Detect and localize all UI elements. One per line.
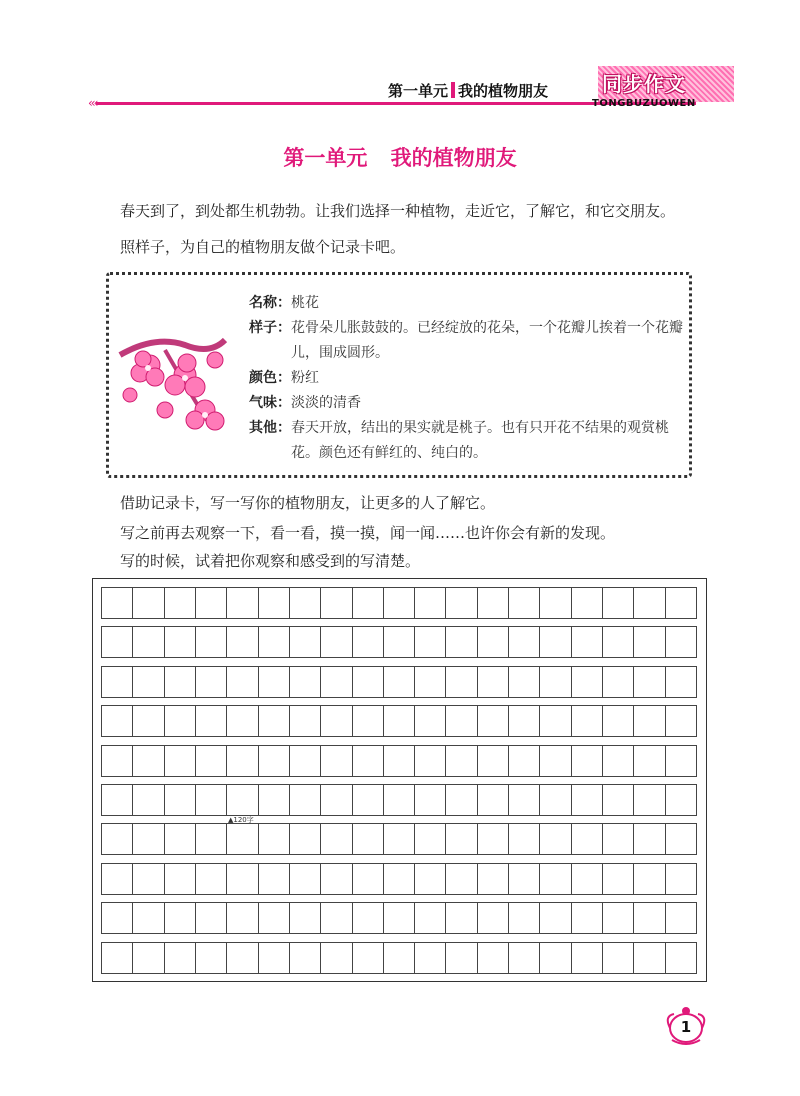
grid-cell[interactable] [666, 903, 696, 933]
grid-cell[interactable] [415, 903, 446, 933]
card-label: 名称： [249, 295, 291, 311]
grid-cell[interactable] [509, 627, 540, 657]
grid-cell[interactable] [446, 943, 477, 973]
grid-cell[interactable] [509, 746, 540, 776]
grid-cell[interactable] [384, 706, 415, 736]
grid-cell[interactable] [196, 785, 227, 815]
grid-cell[interactable] [290, 864, 321, 894]
grid-cell[interactable] [102, 824, 133, 854]
grid-cell[interactable] [415, 706, 446, 736]
grid-cell[interactable] [102, 864, 133, 894]
grid-cell[interactable] [384, 667, 415, 697]
grid-cell[interactable] [102, 746, 133, 776]
grid-cell[interactable] [478, 627, 509, 657]
grid-cell[interactable] [634, 785, 665, 815]
page-number: 1 [680, 1018, 692, 1036]
grid-cell[interactable] [353, 627, 384, 657]
grid-cell[interactable] [384, 588, 415, 618]
grid-cell[interactable] [102, 627, 133, 657]
grid-cell[interactable] [133, 864, 164, 894]
grid-cell[interactable] [102, 706, 133, 736]
grid-cell[interactable] [227, 588, 258, 618]
grid-row [101, 902, 697, 934]
grid-cell[interactable] [165, 746, 196, 776]
grid-cell[interactable] [415, 824, 446, 854]
grid-cell[interactable] [227, 903, 258, 933]
grid-cell[interactable] [259, 785, 290, 815]
grid-cell[interactable] [196, 903, 227, 933]
grid-cell[interactable] [509, 667, 540, 697]
grid-cell[interactable] [353, 588, 384, 618]
grid-cell[interactable] [165, 903, 196, 933]
grid-cell[interactable] [353, 824, 384, 854]
grid-cell[interactable] [415, 667, 446, 697]
grid-cell[interactable] [227, 824, 258, 854]
grid-cell[interactable] [540, 785, 571, 815]
grid-cell[interactable] [259, 588, 290, 618]
grid-cell[interactable] [603, 903, 634, 933]
grid-cell[interactable] [321, 706, 352, 736]
grid-cell[interactable] [165, 588, 196, 618]
grid-row [101, 863, 697, 895]
grid-cell[interactable] [478, 824, 509, 854]
grid-cell[interactable] [384, 824, 415, 854]
grid-cell[interactable] [603, 943, 634, 973]
grid-cell[interactable] [540, 824, 571, 854]
instruction-line-3: 写的时候，试着把你观察和感受到的写清楚。 [120, 552, 421, 570]
grid-cell[interactable] [509, 824, 540, 854]
grid-cell[interactable] [227, 943, 258, 973]
grid-cell[interactable] [540, 903, 571, 933]
grid-cell[interactable] [133, 824, 164, 854]
grid-cell[interactable] [290, 588, 321, 618]
grid-cell[interactable] [446, 706, 477, 736]
grid-cell[interactable] [478, 785, 509, 815]
grid-cell[interactable] [634, 903, 665, 933]
grid-cell[interactable] [259, 746, 290, 776]
grid-row [101, 784, 697, 816]
grid-cell[interactable] [603, 864, 634, 894]
grid-cell[interactable] [415, 588, 446, 618]
grid-cell[interactable] [572, 903, 603, 933]
grid-cell[interactable] [572, 785, 603, 815]
grid-cell[interactable] [478, 667, 509, 697]
grid-cell[interactable] [102, 943, 133, 973]
grid-cell[interactable] [384, 785, 415, 815]
card-row-smell [249, 391, 689, 416]
grid-cell[interactable] [290, 903, 321, 933]
card-label: 其他： [249, 420, 291, 436]
grid-cell[interactable] [666, 627, 696, 657]
card-text: 春天开放，结出的果实就是桃子。也有只开花不结果的观赏桃花。颜色还有鲜红的、纯白的。 [291, 420, 669, 461]
grid-cell[interactable] [321, 824, 352, 854]
grid-cell[interactable] [603, 627, 634, 657]
grid-cell[interactable] [446, 864, 477, 894]
page-number-badge [664, 1006, 708, 1046]
grid-cell[interactable] [133, 903, 164, 933]
instruction-line-1: 借助记录卡，写一写你的植物朋友，让更多的人了解它。 [120, 494, 496, 512]
grid-cell[interactable] [603, 746, 634, 776]
grid-cell[interactable] [133, 588, 164, 618]
card-text: 淡淡的清香 [291, 395, 361, 411]
grid-cell[interactable] [634, 746, 665, 776]
grid-cell[interactable] [540, 667, 571, 697]
record-card-content [249, 291, 689, 466]
grid-cell[interactable] [102, 588, 133, 618]
grid-cell[interactable] [196, 864, 227, 894]
card-label: 颜色： [249, 370, 291, 386]
grid-cell[interactable] [603, 785, 634, 815]
grid-cell[interactable] [321, 667, 352, 697]
grid-cell[interactable] [227, 706, 258, 736]
grid-cell[interactable] [540, 706, 571, 736]
page-title-unit: 第一单元 [283, 146, 368, 170]
grid-cell[interactable] [572, 864, 603, 894]
grid-cell[interactable] [196, 943, 227, 973]
page-title [0, 142, 800, 172]
grid-cell[interactable] [478, 864, 509, 894]
grid-cell[interactable] [290, 667, 321, 697]
brand-cn: 同步作文 [602, 72, 686, 96]
grid-row [101, 626, 697, 658]
grid-cell[interactable] [290, 824, 321, 854]
grid-cell[interactable] [321, 785, 352, 815]
grid-cell[interactable] [165, 943, 196, 973]
grid-cell[interactable] [196, 627, 227, 657]
grid-cell[interactable] [196, 588, 227, 618]
grid-cell[interactable] [666, 943, 696, 973]
grid-cell[interactable] [227, 785, 258, 815]
header-arrows-decoration: ‹‹‹ [88, 96, 97, 110]
grid-cell[interactable] [572, 824, 603, 854]
grid-cell[interactable] [227, 667, 258, 697]
grid-cell[interactable] [634, 824, 665, 854]
grid-cell[interactable] [572, 706, 603, 736]
grid-cell[interactable] [446, 667, 477, 697]
grid-cell[interactable] [666, 588, 696, 618]
grid-cell[interactable] [415, 746, 446, 776]
grid-cell[interactable] [133, 943, 164, 973]
grid-row [101, 705, 697, 737]
grid-row [101, 942, 697, 974]
grid-cell[interactable] [259, 667, 290, 697]
card-row-name [249, 291, 689, 316]
grid-cell[interactable] [634, 864, 665, 894]
grid-cell[interactable] [666, 667, 696, 697]
grid-cell[interactable] [196, 667, 227, 697]
grid-cell[interactable] [133, 746, 164, 776]
grid-cell[interactable] [666, 746, 696, 776]
card-label: 气味： [249, 395, 291, 411]
grid-cell[interactable] [259, 864, 290, 894]
grid-cell[interactable] [634, 706, 665, 736]
grid-cell[interactable] [165, 824, 196, 854]
grid-cell[interactable] [290, 785, 321, 815]
grid-cell[interactable] [572, 943, 603, 973]
grid-cell[interactable] [572, 746, 603, 776]
page-title-topic: 我的植物朋友 [390, 146, 517, 170]
intro-line-1: 春天到了，到处都生机勃勃。让我们选择一种植物，走近它，了解它，和它交朋友。 [120, 202, 676, 220]
grid-cell[interactable] [446, 746, 477, 776]
card-row-other [249, 416, 689, 466]
grid-cell[interactable] [446, 627, 477, 657]
header-separator [451, 82, 455, 98]
card-row-appearance [249, 316, 689, 366]
grid-row [101, 666, 697, 698]
grid-cell[interactable] [603, 588, 634, 618]
grid-cell[interactable] [415, 943, 446, 973]
grid-cell[interactable] [478, 943, 509, 973]
grid-cell[interactable] [165, 785, 196, 815]
grid-cell[interactable] [165, 627, 196, 657]
grid-cell[interactable] [509, 785, 540, 815]
grid-cell[interactable] [227, 746, 258, 776]
grid-cell[interactable] [321, 864, 352, 894]
grid-cell[interactable] [446, 588, 477, 618]
header-title: 我的植物朋友 [458, 82, 549, 100]
grid-cell[interactable] [259, 824, 290, 854]
grid-cell[interactable] [572, 667, 603, 697]
grid-cell[interactable] [259, 706, 290, 736]
grid-cell[interactable] [165, 864, 196, 894]
grid-cell[interactable] [384, 746, 415, 776]
grid-cell[interactable] [634, 627, 665, 657]
grid-cell[interactable] [353, 706, 384, 736]
card-row-color [249, 366, 689, 391]
grid-cell[interactable] [446, 903, 477, 933]
grid-cell[interactable] [509, 864, 540, 894]
grid-cell[interactable] [290, 746, 321, 776]
grid-cell[interactable] [666, 785, 696, 815]
grid-cell[interactable] [634, 667, 665, 697]
grid-cell[interactable] [102, 667, 133, 697]
grid-cell[interactable] [196, 746, 227, 776]
grid-cell[interactable] [196, 706, 227, 736]
grid-cell[interactable] [540, 627, 571, 657]
grid-cell[interactable] [540, 746, 571, 776]
grid-cell[interactable] [321, 627, 352, 657]
header-unit: 第一单元 [388, 82, 449, 100]
grid-cell[interactable] [353, 903, 384, 933]
record-card [106, 272, 692, 478]
grid-cell[interactable] [353, 667, 384, 697]
grid-row [101, 587, 697, 619]
grid-cell[interactable] [666, 824, 696, 854]
card-text: 桃花 [291, 295, 319, 311]
grid-cell[interactable] [603, 667, 634, 697]
grid-cell[interactable] [446, 785, 477, 815]
writing-grid[interactable] [92, 578, 707, 982]
grid-cell[interactable] [321, 588, 352, 618]
grid-cell[interactable] [384, 943, 415, 973]
grid-cell[interactable] [321, 943, 352, 973]
grid-cell[interactable] [384, 864, 415, 894]
grid-cell[interactable] [290, 706, 321, 736]
grid-cell[interactable] [603, 706, 634, 736]
grid-cell[interactable] [353, 943, 384, 973]
grid-cell[interactable] [478, 706, 509, 736]
intro-line-2: 照样子，为自己的植物朋友做个记录卡吧。 [120, 238, 406, 256]
instruction-line-2: 写之前再去观察一下，看一看，摸一摸，闻一闻……也许你会有新的发现。 [120, 524, 616, 542]
grid-cell[interactable] [572, 588, 603, 618]
brand-logo [598, 66, 734, 102]
grid-cell[interactable] [540, 943, 571, 973]
card-label: 样子： [249, 320, 291, 336]
grid-cell[interactable] [603, 824, 634, 854]
grid-cell[interactable] [133, 627, 164, 657]
peach-blossom-icon [115, 315, 235, 445]
grid-cell[interactable] [415, 785, 446, 815]
grid-cell[interactable] [353, 746, 384, 776]
grid-cell[interactable] [446, 824, 477, 854]
grid-cell[interactable] [509, 903, 540, 933]
grid-cell[interactable] [415, 627, 446, 657]
grid-cell[interactable] [227, 864, 258, 894]
grid-cell[interactable] [478, 746, 509, 776]
grid-cell[interactable] [259, 903, 290, 933]
grid-cell[interactable] [634, 588, 665, 618]
grid-cell[interactable] [666, 706, 696, 736]
brand-en: TONGBUZUOWEN [592, 98, 696, 109]
grid-cell[interactable] [321, 903, 352, 933]
grid-cell[interactable] [572, 627, 603, 657]
grid-cell[interactable] [478, 588, 509, 618]
grid-cell[interactable] [290, 943, 321, 973]
grid-cell[interactable] [102, 903, 133, 933]
header-unit-title [388, 80, 548, 101]
grid-cell[interactable] [384, 627, 415, 657]
grid-cell[interactable] [133, 706, 164, 736]
grid-cell[interactable] [353, 785, 384, 815]
card-text: 粉红 [291, 370, 319, 386]
grid-cell[interactable] [353, 864, 384, 894]
grid-cell[interactable] [259, 943, 290, 973]
grid-cell[interactable] [509, 588, 540, 618]
grid-cell[interactable] [540, 864, 571, 894]
grid-cell[interactable] [165, 706, 196, 736]
grid-cell[interactable] [540, 588, 571, 618]
card-text: 花骨朵儿胀鼓鼓的。已经绽放的花朵，一个花瓣儿挨着一个花瓣儿，围成圆形。 [291, 320, 683, 361]
grid-cell[interactable] [321, 746, 352, 776]
grid-row [101, 745, 697, 777]
grid-cell[interactable] [509, 943, 540, 973]
grid-cell[interactable] [165, 667, 196, 697]
word-count-marker: ▲120字 [228, 816, 254, 824]
grid-cell[interactable] [133, 667, 164, 697]
grid-cell[interactable] [634, 943, 665, 973]
grid-cell[interactable] [384, 903, 415, 933]
grid-cell[interactable] [133, 785, 164, 815]
grid-cell[interactable] [478, 903, 509, 933]
grid-cell[interactable] [415, 864, 446, 894]
grid-row [101, 823, 697, 855]
grid-cell[interactable] [509, 706, 540, 736]
grid-cell[interactable] [196, 824, 227, 854]
grid-cell[interactable] [102, 785, 133, 815]
grid-cell[interactable] [666, 864, 696, 894]
grid-cell[interactable] [259, 627, 290, 657]
grid-cell[interactable] [290, 627, 321, 657]
grid-cell[interactable] [227, 627, 258, 657]
